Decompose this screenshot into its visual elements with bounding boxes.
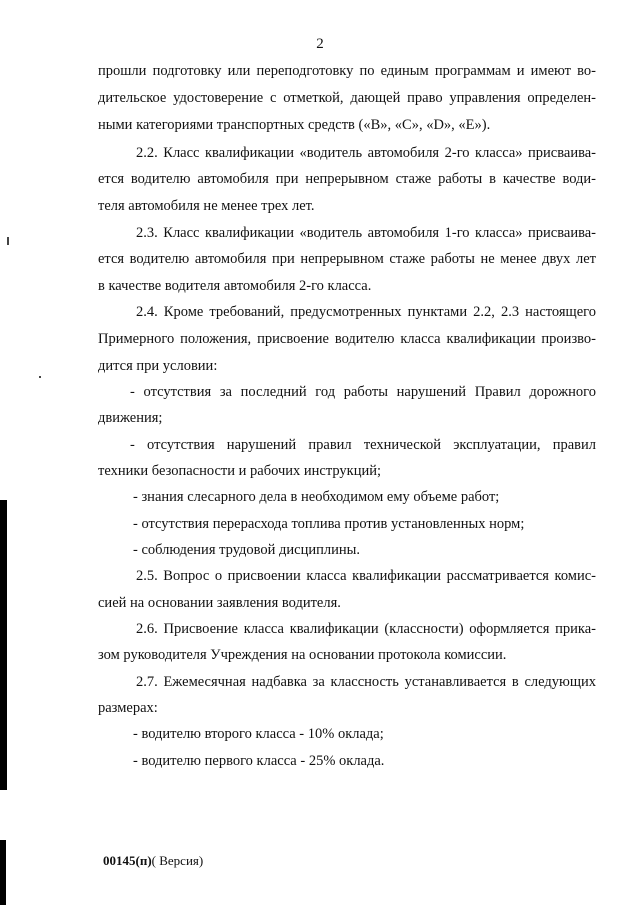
text-line: - отсутствия перерасхода топлива против установленных норм; <box>133 516 525 532</box>
text-line: размерах: <box>98 700 158 716</box>
text-line: сией на основании заявления водителя. <box>98 595 341 611</box>
scan-speck <box>39 376 41 378</box>
text-line: Примерного положения, присвоение водителю класса квалификации произво- <box>98 331 596 347</box>
text-line: - отсутствия за последний год работы нарушений Правил дорожного <box>130 384 596 400</box>
text-line: дится при условии: <box>98 358 218 374</box>
scan-speck <box>7 237 9 245</box>
text-line: ется водителю автомобиля при непрерывном стаже работы в качестве води- <box>98 171 596 187</box>
document-code-number: 00145(п) <box>103 853 152 868</box>
scan-edge-mark <box>0 840 6 905</box>
text-line: 2.6. Присвоение класса квалификации (классности) оформляется прика- <box>136 621 596 637</box>
text-line: - знания слесарного дела в необходимом ему объеме работ; <box>133 489 500 505</box>
text-line: 2.4. Кроме требований, предусмотренных пунктами 2.2, 2.3 настоящего <box>136 304 596 320</box>
text-line: 2.3. Класс квалификации «водитель автомобиля 1-го класса» присваива- <box>136 225 596 241</box>
text-line: 2.2. Класс квалификации «водитель автомобиля 2-го класса» присваива- <box>136 145 596 161</box>
document-code <box>103 853 203 869</box>
text-line: 2.7. Ежемесячная надбавка за классность устанавливается в следующих <box>136 674 596 690</box>
page-number: 2 <box>316 36 324 52</box>
text-line: - отсутствия нарушений правил технической эксплуатации, правил <box>130 437 596 453</box>
text-line: 2.5. Вопрос о присвоении класса квалификации рассматривается комис- <box>136 568 596 584</box>
text-line: движения; <box>98 410 163 426</box>
text-line: зом руководителя Учреждения на основании протокола комиссии. <box>98 647 507 663</box>
text-line: - водителю первого класса - 25% оклада. <box>133 753 385 769</box>
text-line: дительское удостоверение с отметкой, дающей право управления определен- <box>98 90 596 106</box>
text-line: прошли подготовку или переподготовку по единым программам и имеют во- <box>98 63 596 79</box>
text-line: техники безопасности и рабочих инструкций; <box>98 463 382 479</box>
text-line: - соблюдения трудовой дисциплины. <box>133 542 361 558</box>
text-line: - водителю второго класса - 10% оклада; <box>133 726 384 742</box>
text-line: теля автомобиля не менее трех лет. <box>98 198 315 214</box>
document-version: ( Версия) <box>151 853 204 868</box>
text-line: ется водителю автомобиля при непрерывном стаже работы не менее двух лет <box>98 251 596 267</box>
text-line: ными категориями транспортных средств («В», «С», «D», «Е»). <box>98 117 491 133</box>
text-line: в качестве водителя автомобиля 2-го класса. <box>98 278 372 294</box>
scan-edge-mark <box>0 500 7 790</box>
